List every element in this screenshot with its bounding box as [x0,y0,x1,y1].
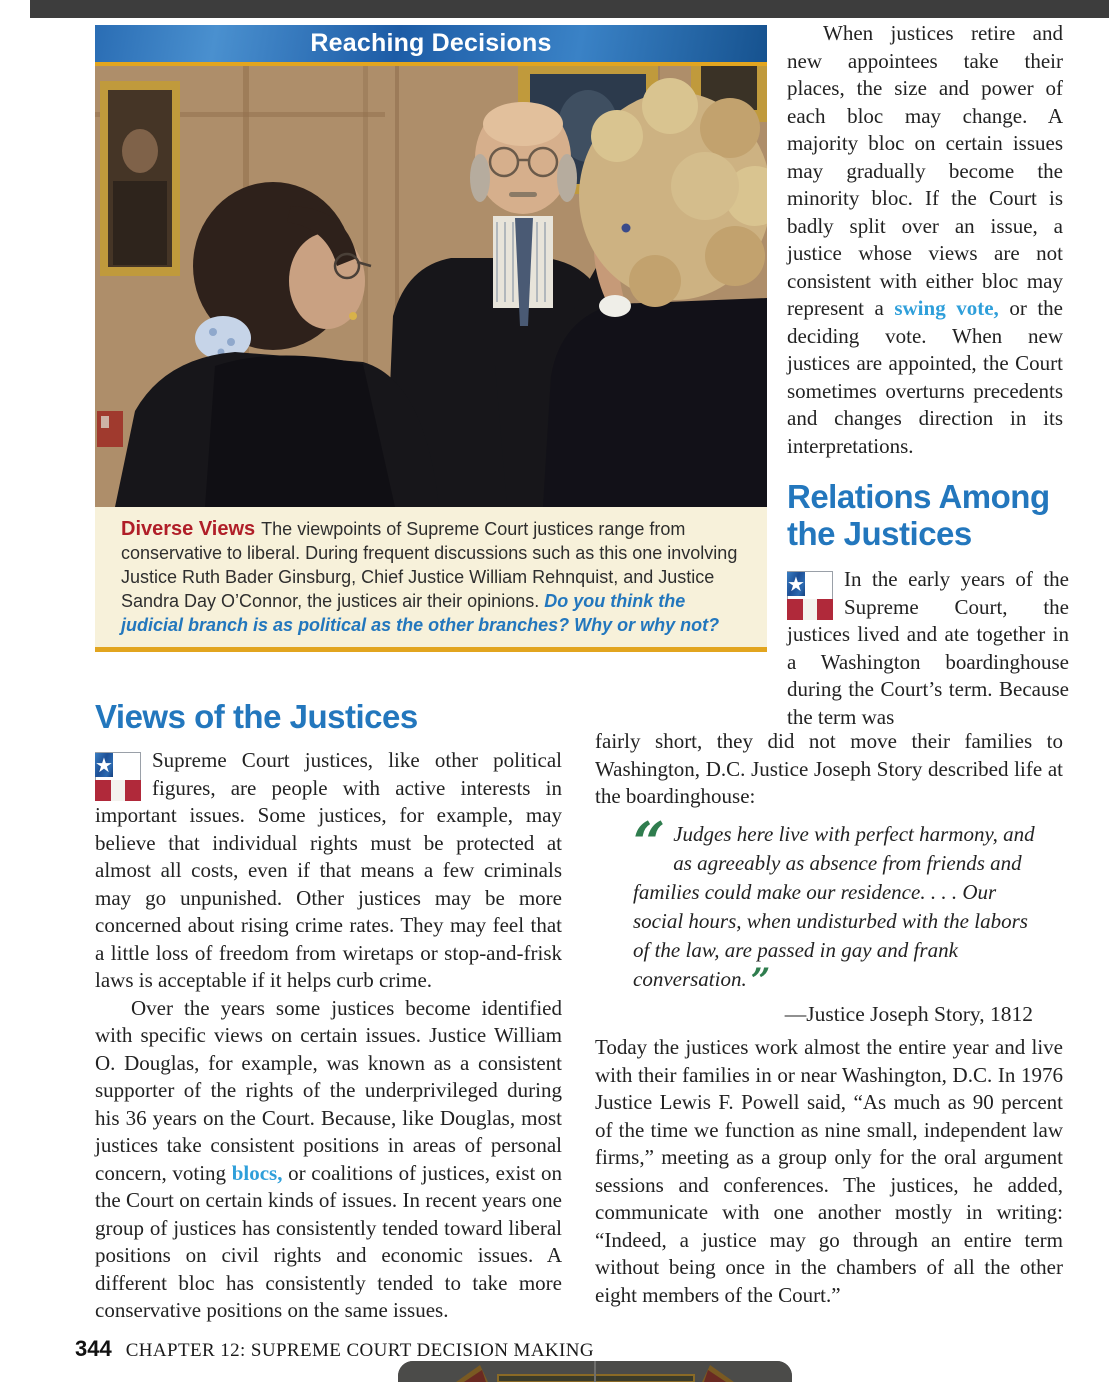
views-paragraph-2 [95,995,562,1325]
caption-lead: Diverse Views [121,518,256,540]
quote-text: Judges here live with perfect harmony, and as agreeably as absence from friends and families could make our residence. . . . Our social hours, when undisturbed with the labors of the law, are passed in gay and frank conversation. [633,822,1035,991]
story-quotation [633,810,1035,1027]
star-icon: ★ [787,572,805,596]
keyterm-swing-vote: swing vote, [894,296,999,320]
caption-text: The viewpoints of Supreme Court justices range from conservative to liberal. During frequent discussions such as this one involving Justice Ruth Bader Ginsburg, Chief Justice William Rehnquist, and Justice Sandra Day O’Connor, the justices air their opinions. [121,519,738,611]
feature-banner: Reaching Decisions [95,25,767,62]
page-number: 344 [75,1336,112,1361]
keyterm-blocs: blocs, [231,1160,283,1185]
gold-rule-bottom [95,647,767,652]
views-paragraph-1 [95,747,562,995]
paragraph-text: In the early years of the Supreme Court, the justices lived and ate together in a Washington boardinghouse during the Court’s term. Because the term was [787,567,1069,729]
feature-box [95,25,767,652]
paragraph-text: When justices retire and new appointees take their places, the size and power of each bloc may change. A majority bloc on certain issues may gradually become the minority bloc. If the Court is badly split over an issue, a justice whose views are not consistent with either bloc may represent a [787,21,1063,320]
paragraph-text: Supreme Court justices, like other political figures, are people with active interests in important issues. Some justices, for example, may believe that individual rights must be protected at almost all costs, even if that means a few criminals may go unpunished. Other justices may be more concerned about rising crime rates. They may feel that a little loss of freedom from wiretaps or stop-and-frisk laws is acceptable if it helps curb crime. [95,748,562,992]
star-icon: ★ [95,753,113,777]
chapter-title: CHAPTER 12: SUPREME COURT DECISION MAKING [125,1340,595,1361]
paragraph-text: or the deciding vote. When new justices are appointed, the Court sometimes overturns precedents and changes direction in its interpretations. [787,296,1064,458]
right-top-paragraph [787,20,1063,460]
justices-photo [95,66,767,507]
page-footer [75,1336,594,1362]
close-quote-icon: ” [750,961,771,1001]
section-heading-views: Views of the Justices [95,698,418,735]
paragraph-text: or coalitions of justices, exist on the Court on certain kinds of issues. In recent years one group of justices has consistently tended toward liberal positions on civil rights and economic issues. A different bloc has consistently tended to take more conservative positions on the same issues. [95,1160,562,1322]
quote-attribution: —Justice Joseph Story, 1812 [784,1002,1033,1026]
us-flag-icon [787,571,833,617]
bench-photo-edge [398,1361,792,1382]
caption-question: Do you think the judicial branch is as political as the other branches? Why or why not? [121,591,720,635]
relations-paragraph-continued: fairly short, they did not move their families to Washington, D.C. Justice Joseph Story described life at the boardinghouse: [595,729,1063,808]
relations-paragraph [787,566,1069,731]
relations-paragraph-2: Today the justices work almost the entire year and live with their families in or near Washington, D.C. In 1976 Justice Lewis F. Powell said, “As much as 90 percent of the time we function as nine small, independent law firms,” meeting as a group only for the oral argument sessions and conferences. The justices, he added, communicate with one another mostly in writing: “Indeed, a justice may go through an entire term without being once in the chambers of all the other eight members of the Court.” [595,1035,1063,1307]
photo-caption [95,507,767,647]
us-flag-icon [95,752,141,798]
scan-top-bar [30,0,1109,18]
paragraph-text: Over the years some justices become identified with specific views on certain issues. Justice William O. Douglas, for example, was known as a consistent supporter of the rights of the underprivileged during his 36 years on the Court. Because, like Douglas, most justices take consistent positions in areas of personal concern, voting [95,995,562,1185]
open-quote-icon: “ [633,810,666,876]
section-views [95,698,562,1325]
section-heading-relations: Relations Among the Justices [787,478,1050,552]
section-relations [787,478,1069,731]
